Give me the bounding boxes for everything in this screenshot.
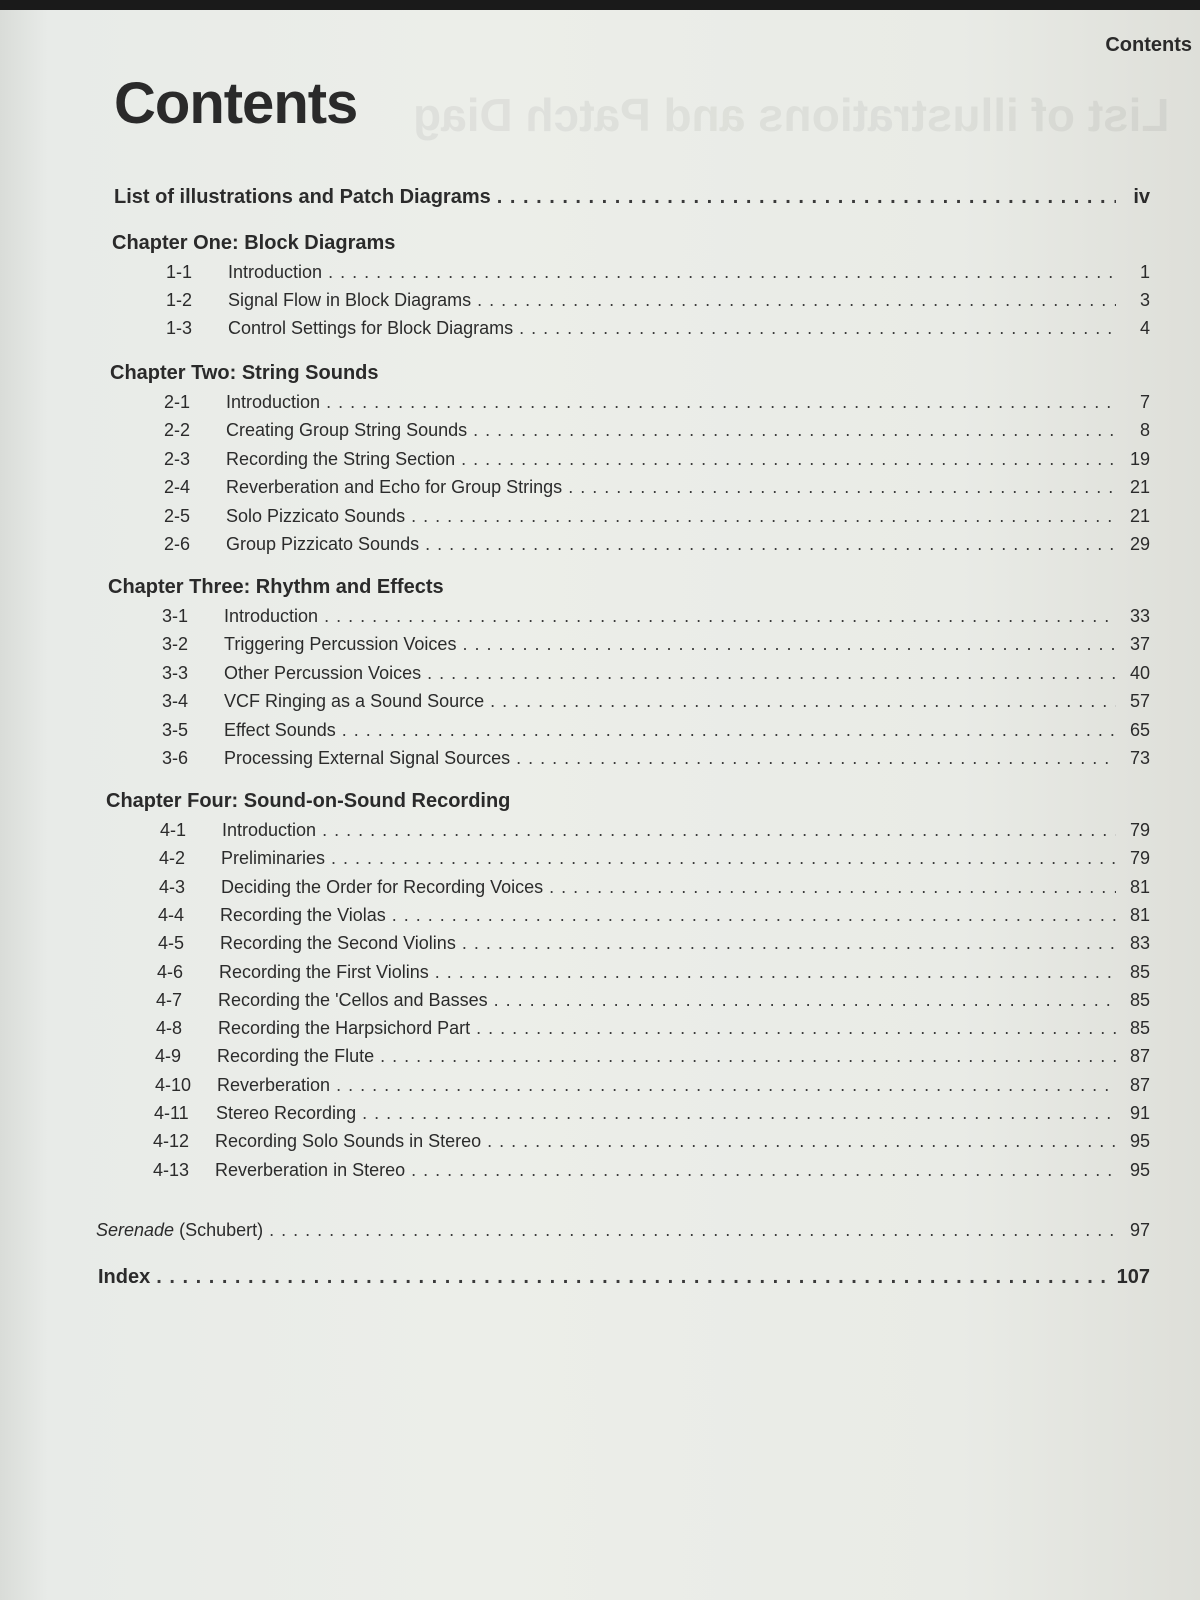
dot-leader xyxy=(487,1131,1116,1152)
toc-entry xyxy=(164,420,1150,441)
toc-entry-illustrations xyxy=(114,186,1150,209)
page-number: 3 xyxy=(1139,290,1150,310)
entry-label: Recording the Violas xyxy=(220,904,386,925)
page-number: 8 xyxy=(1139,420,1150,441)
page-number: 29 xyxy=(1129,534,1150,554)
page-number: 87 xyxy=(1129,1046,1150,1067)
toc-entry xyxy=(159,848,1150,869)
serenade-title: Serenade xyxy=(96,1220,175,1240)
page-number: 85 xyxy=(1129,989,1150,1010)
entry-label: Group Pizzicato Sounds xyxy=(226,534,420,554)
section-number: 4-1 xyxy=(160,820,187,840)
dot-leader xyxy=(342,720,1116,741)
entry-label: Control Settings for Block Diagrams xyxy=(228,318,514,338)
entry-label: Reverberation xyxy=(217,1074,331,1095)
toc-entry xyxy=(156,1018,1150,1039)
entry-label: Preliminaries xyxy=(221,848,326,869)
toc-entry xyxy=(153,1131,1150,1152)
page-number: 57 xyxy=(1129,691,1150,712)
page-number: 81 xyxy=(1129,904,1150,925)
entry-label: List of illustrations and Patch Diagrams xyxy=(114,186,491,208)
dot-leader xyxy=(269,1220,1116,1241)
entry-label: Solo Pizzicato Sounds xyxy=(226,505,406,526)
entry-label: VCF Ringing as a Sound Source xyxy=(224,691,485,712)
chapter-heading: Chapter Four: Sound-on-Sound Recording xyxy=(106,790,511,812)
toc-entry xyxy=(158,905,1150,926)
section-number: 4-9 xyxy=(155,1046,182,1067)
toc-entry xyxy=(162,691,1150,712)
entry-label xyxy=(96,1220,263,1241)
dot-leader xyxy=(380,1046,1116,1067)
dot-leader xyxy=(549,877,1116,898)
page-number: 21 xyxy=(1129,505,1150,526)
dot-leader xyxy=(494,990,1116,1011)
entry-label: Reverberation in Stereo xyxy=(215,1159,406,1180)
entry-label: Recording the 'Cellos and Basses xyxy=(218,989,488,1010)
entry-label: Recording the First Violins xyxy=(219,961,429,982)
entry-label: Introduction xyxy=(224,606,319,626)
page-number: 33 xyxy=(1129,606,1150,626)
page-number: 79 xyxy=(1129,820,1150,840)
section-number: 4-8 xyxy=(156,1018,183,1039)
toc-entry xyxy=(159,877,1150,898)
dot-leader xyxy=(322,820,1116,841)
entry-label: Index xyxy=(98,1266,151,1288)
dot-leader xyxy=(411,1160,1116,1181)
dot-leader xyxy=(490,691,1116,712)
section-number: 4-4 xyxy=(158,904,185,925)
entry-label: Processing External Signal Sources xyxy=(224,748,511,768)
toc-entry-index xyxy=(98,1266,1150,1289)
entry-label: Effect Sounds xyxy=(224,719,336,740)
page-title: Contents xyxy=(114,71,358,136)
toc-entry xyxy=(153,1160,1150,1181)
toc-entry xyxy=(162,634,1150,655)
dot-leader xyxy=(427,663,1116,684)
chapter-heading: Chapter Three: Rhythm and Effects xyxy=(108,576,444,598)
dot-leader xyxy=(411,506,1116,527)
toc-entry xyxy=(164,449,1150,470)
page-number: 107 xyxy=(1116,1266,1150,1288)
dot-leader xyxy=(362,1103,1116,1124)
section-number: 4-3 xyxy=(159,876,186,897)
entry-label: Creating Group String Sounds xyxy=(226,420,468,441)
toc-entry xyxy=(164,534,1150,555)
page-number: 83 xyxy=(1129,933,1150,954)
section-number: 4-5 xyxy=(158,933,185,954)
section-number: 4-12 xyxy=(153,1131,190,1152)
section-number: 3-1 xyxy=(162,606,189,626)
section-number: 4-13 xyxy=(153,1159,190,1180)
chapter-heading: Chapter Two: String Sounds xyxy=(110,362,379,384)
section-number: 1-2 xyxy=(166,290,193,310)
toc-entry xyxy=(160,820,1150,841)
page-number: 85 xyxy=(1129,961,1150,982)
section-number: 2-2 xyxy=(164,420,191,441)
dot-leader xyxy=(392,905,1116,926)
entry-label: Deciding the Order for Recording Voices xyxy=(221,876,544,897)
dot-leader xyxy=(473,420,1116,441)
dot-leader xyxy=(461,449,1116,470)
toc-entry xyxy=(155,1075,1150,1096)
toc-entry xyxy=(158,933,1150,954)
page-number: 21 xyxy=(1129,477,1150,498)
dot-leader xyxy=(462,634,1116,655)
page-number: 95 xyxy=(1129,1131,1150,1152)
page-number: 1 xyxy=(1139,262,1150,282)
page-number: 97 xyxy=(1129,1220,1150,1240)
entry-label: Other Percussion Voices xyxy=(224,662,422,683)
dot-leader xyxy=(331,848,1116,869)
section-number: 3-2 xyxy=(162,634,189,655)
page-number: iv xyxy=(1133,186,1150,208)
toc-entry xyxy=(154,1103,1150,1124)
toc-entry xyxy=(162,663,1150,684)
dot-leader xyxy=(336,1075,1116,1096)
page-number: 65 xyxy=(1129,719,1150,740)
serenade-composer: (Schubert) xyxy=(179,1220,264,1240)
section-number: 4-7 xyxy=(156,989,183,1010)
book-page xyxy=(0,10,1200,1600)
section-number: 2-3 xyxy=(164,448,191,469)
toc-entry xyxy=(156,990,1150,1011)
table-of-contents xyxy=(0,10,1200,1600)
toc-entry xyxy=(162,606,1150,627)
dot-leader xyxy=(477,290,1116,311)
page-number: 85 xyxy=(1129,1018,1150,1039)
section-number: 1-1 xyxy=(166,262,193,282)
section-number: 2-5 xyxy=(164,505,191,526)
dot-leader xyxy=(435,962,1116,983)
page-number: 4 xyxy=(1139,318,1150,338)
section-number: 4-2 xyxy=(159,848,186,869)
dot-leader xyxy=(328,262,1116,283)
page-number: 91 xyxy=(1129,1103,1150,1123)
dot-leader xyxy=(516,748,1116,769)
section-number: 4-6 xyxy=(157,961,184,982)
dot-leader xyxy=(497,186,1116,209)
entry-label: Recording the Flute xyxy=(217,1046,375,1067)
section-number: 2-4 xyxy=(164,477,191,498)
toc-entry xyxy=(166,318,1150,339)
entry-label: Introduction xyxy=(222,820,317,840)
page-number: 40 xyxy=(1129,662,1150,683)
running-head: Contents xyxy=(1105,34,1192,56)
toc-entry xyxy=(166,290,1150,311)
dot-leader xyxy=(156,1266,1110,1289)
toc-entry xyxy=(157,962,1150,983)
section-number: 3-3 xyxy=(162,662,189,683)
toc-entry xyxy=(162,748,1150,769)
page-number: 37 xyxy=(1129,634,1150,655)
dot-leader xyxy=(425,534,1116,555)
toc-entry xyxy=(166,262,1150,283)
entry-label: Recording the Second Violins xyxy=(220,933,456,954)
section-number: 3-6 xyxy=(162,748,189,768)
dot-leader xyxy=(462,933,1116,954)
toc-entry xyxy=(164,477,1150,498)
page-number: 73 xyxy=(1129,748,1150,768)
page-number: 79 xyxy=(1129,848,1150,869)
section-number: 2-1 xyxy=(164,392,191,412)
section-number: 4-10 xyxy=(155,1074,192,1095)
page-number: 7 xyxy=(1139,392,1150,412)
entry-label: Introduction xyxy=(226,392,321,412)
dot-leader xyxy=(476,1018,1116,1039)
entry-label: Signal Flow in Block Diagrams xyxy=(228,290,472,310)
dot-leader xyxy=(519,318,1116,339)
section-number: 4-11 xyxy=(154,1103,189,1123)
entry-label: Stereo Recording xyxy=(216,1103,357,1123)
entry-label: Recording Solo Sounds in Stereo xyxy=(215,1131,482,1152)
entry-label: Recording the Harpsichord Part xyxy=(218,1018,471,1039)
toc-entry xyxy=(164,392,1150,413)
chapter-heading: Chapter One: Block Diagrams xyxy=(112,232,396,254)
entry-label: Reverberation and Echo for Group Strings xyxy=(226,477,563,498)
dot-leader xyxy=(568,477,1116,498)
page-number: 87 xyxy=(1129,1074,1150,1095)
entry-label: Recording the String Section xyxy=(226,448,456,469)
section-number: 1-3 xyxy=(166,318,193,338)
toc-entry xyxy=(155,1046,1150,1067)
dot-leader xyxy=(326,392,1116,413)
entry-label: Introduction xyxy=(228,262,323,282)
page-number: 19 xyxy=(1129,448,1150,469)
section-number: 3-4 xyxy=(162,691,189,712)
toc-entry-serenade xyxy=(96,1220,1150,1241)
toc-entry xyxy=(162,720,1150,741)
section-number: 3-5 xyxy=(162,719,189,740)
dot-leader xyxy=(324,606,1116,627)
page-number: 81 xyxy=(1129,876,1150,897)
section-number: 2-6 xyxy=(164,534,191,554)
entry-label: Triggering Percussion Voices xyxy=(224,634,457,655)
show-through-text: List of illustrations and Patch Diag xyxy=(413,89,1170,141)
toc-entry xyxy=(164,506,1150,527)
page-number: 95 xyxy=(1129,1159,1150,1180)
